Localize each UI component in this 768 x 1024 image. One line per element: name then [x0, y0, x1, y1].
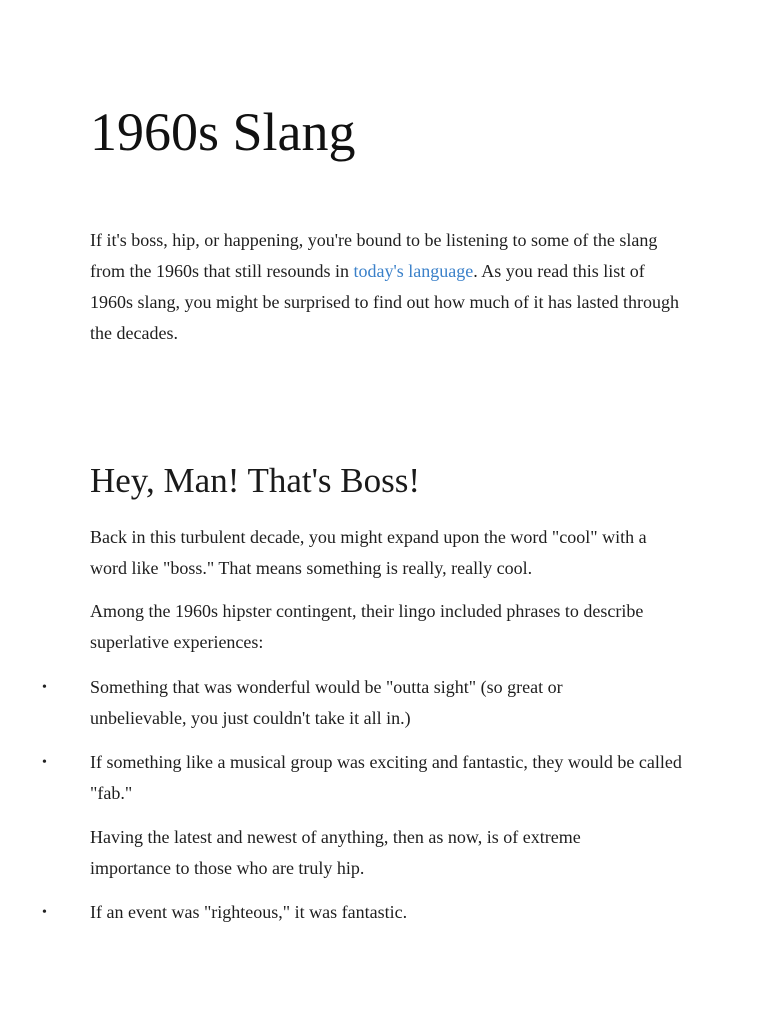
body-paragraph-1: Back in this turbulent decade, you might expand upon the word "cool" with a word like "boss." That means something is really, really cool.: [90, 527, 647, 578]
page-title: 1960s Slang: [90, 102, 356, 162]
bullet-item-1: Something that was wonderful would be "outta sight" (so great or unbelievable, you just couldn't take it all in.): [90, 677, 563, 728]
body-paragraph-3: Having the latest and newest of anything, then as now, is of extreme importance to those who are truly hip.: [90, 827, 581, 878]
bullet-marker: •: [42, 680, 47, 695]
bullet-marker: •: [42, 905, 47, 920]
intro-paragraph: [90, 225, 690, 349]
bullet-item-3: If an event was "righteous," it was fantastic.: [90, 902, 408, 922]
bullet-item-2: If something like a musical group was exciting and fantastic, they would be called "fab.": [90, 752, 682, 803]
intro-text-after-link: . As you read this list of 1960s slang, you might be surprised to find out how much of it has lasted through the decades.: [90, 261, 679, 343]
section-heading: Hey, Man! That's Boss!: [90, 461, 421, 500]
intro-text-before-link: If it's boss, hip, or happening, you're bound to be listening to some of the slang from the 1960s that still resounds in: [90, 230, 658, 281]
body-paragraph-2: Among the 1960s hipster contingent, their lingo included phrases to describe superlative experiences:: [90, 601, 644, 652]
todays-language-link[interactable]: today's language: [353, 261, 474, 281]
bullet-marker: •: [42, 755, 47, 770]
